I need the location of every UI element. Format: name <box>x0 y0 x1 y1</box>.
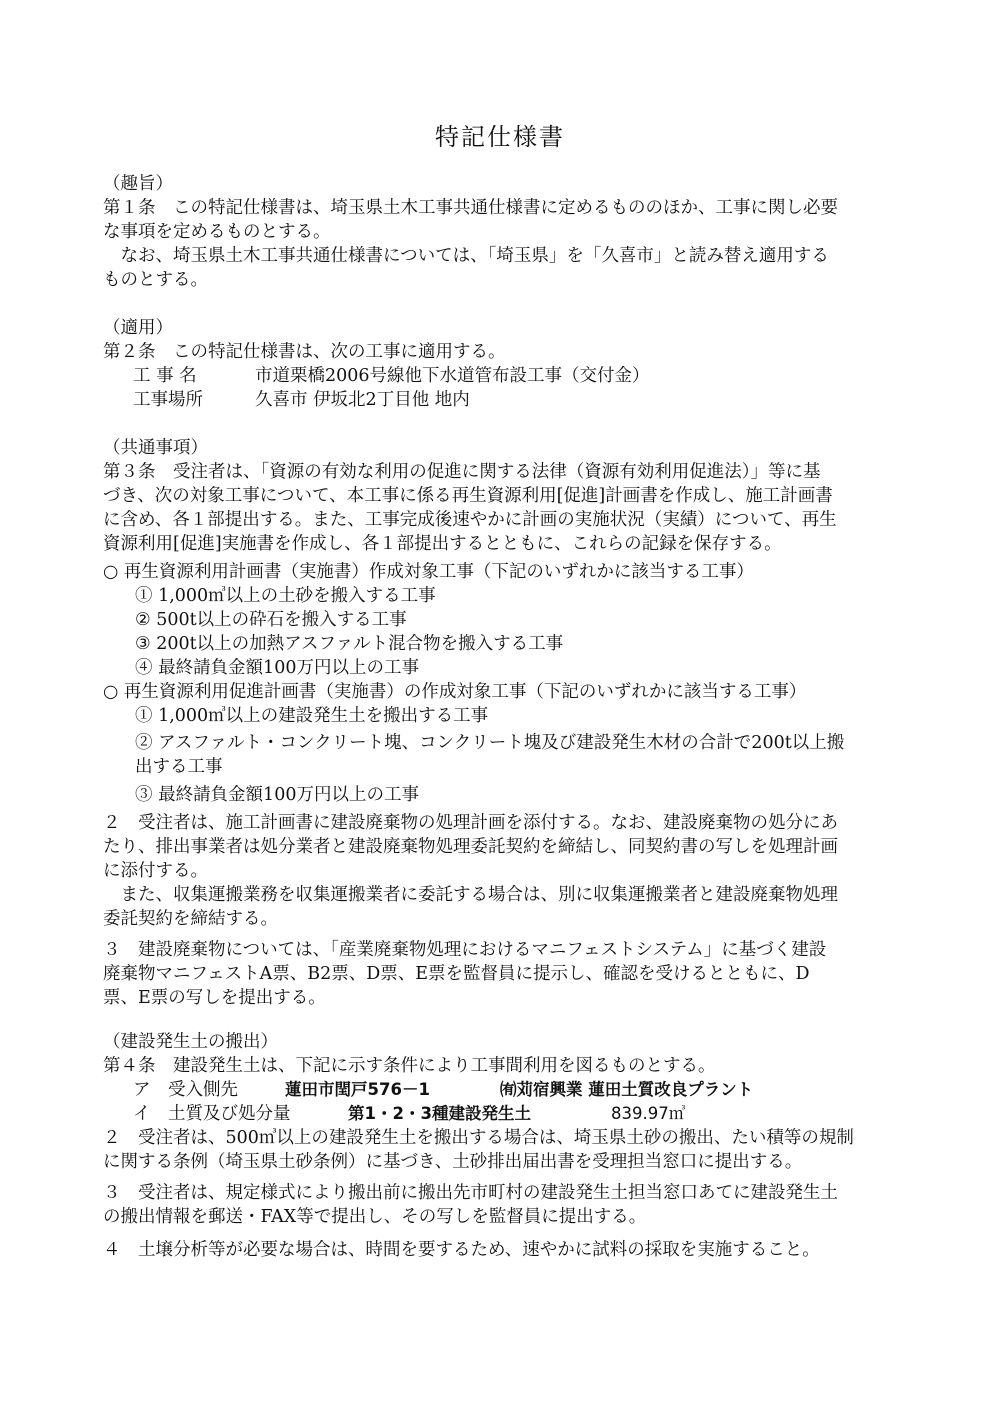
art2-heading: （適用） <box>103 318 173 338</box>
list-item: ④ 最終請負金額100万円以上の工事 <box>135 658 419 678</box>
art1-line: 第１条 この特記仕様書は、埼玉県土木工事共通仕様書に定めるもののほか、工事に関し必要 <box>103 198 838 218</box>
art4-para3-line: ３ 受注者は、規定様式により搬出前に搬出先市町村の建設発生土担当窓口あてに建設発生土 <box>103 1183 838 1203</box>
art3-para2-line: に添付する。 <box>103 861 208 881</box>
art3-para2-line: ２ 受注者は、施工計画書に建設廃棄物の処理計画を添付する。なお、建設廃棄物の処分にあ <box>103 813 838 833</box>
bullet-heading: ○ 再生資源利用計画書（実施書）作成対象工事（下記のいずれかに該当する工事） <box>103 562 754 582</box>
art4-para3-line: の搬出情報を郵送・FAX等で提出し、その写しを監督員に提出する。 <box>103 1207 647 1227</box>
art4-heading: （建設発生土の搬出） <box>103 1032 278 1052</box>
list-item: ② アスファルト・コンクリート塊、コンクリート塊及び建設発生木材の合計で200t以上搬 <box>135 733 845 753</box>
list-item: ① 1,000㎥以上の土砂を搬入する工事 <box>135 586 436 606</box>
receiver-address: 蓮田市閏戸576－1 <box>285 1080 430 1099</box>
list-item: ② 500t以上の砕石を搬入する工事 <box>135 610 407 630</box>
work-place-value: 久喜市 伊坂北2丁目他 地内 <box>255 390 470 410</box>
bullet-heading: ○ 再生資源利用促進計画書（実施書）の作成対象工事（下記のいずれかに該当する工事） <box>103 682 807 702</box>
soil-amount: 839.97㎥ <box>611 1104 686 1123</box>
receiver-label: ア 受入側先 <box>133 1080 238 1100</box>
art3-para2-line: また、収集運搬業務を収集運搬業者に委託する場合は、別に収集運搬業者と建設廃棄物処理 <box>103 885 838 905</box>
art3-para3-line: ３ 建設廃棄物については、「産業廃棄物処理におけるマニフェストシステム」に基づく建設 <box>103 940 827 960</box>
receiver-row <box>133 1078 933 1102</box>
art3-line: 資源利用[促進]実施書を作成し、各１部提出するとともに、これらの記録を保存する。 <box>103 534 782 554</box>
art4-para2-line: ２ 受注者は、500㎥以上の建設発生土を搬出する場合は、埼玉県土砂の搬出、たい積等の規制 <box>103 1128 854 1148</box>
art3-line: づき、次の対象工事について、本工事に係る再生資源利用[促進]計画書を作成し、施工計画書 <box>103 486 833 506</box>
receiver-company: ㈲苅宿興業 蓮田土質改良プラント <box>500 1080 754 1099</box>
art1-line: ものとする。 <box>103 270 208 290</box>
list-item: 出する工事 <box>135 757 223 777</box>
art1-heading: （趣旨） <box>103 174 173 194</box>
work-place-label: 工事場所 <box>133 390 203 410</box>
page-title: 特記仕様書 <box>435 123 565 151</box>
art3-para3-line: 票、E票の写しを提出する。 <box>103 988 326 1008</box>
art4-para2-line: に関する条例（埼玉県土砂条例）に基づき、土砂排出届出書を受理担当窓口に提出する。 <box>103 1152 803 1172</box>
art4-line: 第４条 建設発生土は、下記に示す条件により工事間利用を図るものとする。 <box>103 1056 716 1076</box>
art1-line: な事項を定めるものとする。 <box>103 222 331 242</box>
art2-line: 第２条 この特記仕様書は、次の工事に適用する。 <box>103 342 506 362</box>
soil-row <box>133 1102 933 1126</box>
list-item: ① 1,000㎥以上の建設発生土を搬出する工事 <box>135 706 489 726</box>
art3-para2-line: 委託契約を締結する。 <box>103 909 278 929</box>
art3-line: に含め、各１部提出する。また、工事完成後速やかに計画の実施状況（実績）について、再生 <box>103 510 837 530</box>
art3-para3-line: 廃棄物マニフェストA票、B2票、D票、E票を監督員に提示し、確認を受けるとともに、D <box>103 964 810 984</box>
list-item: ③ 200t以上の加熱アスファルト混合物を搬入する工事 <box>135 634 564 654</box>
soil-type: 第1・2・3種建設発生土 <box>348 1104 531 1123</box>
work-name-row <box>133 364 933 388</box>
work-name-value: 市道栗橋2006号線他下水道管布設工事（交付金） <box>255 366 650 386</box>
soil-label: イ 土質及び処分量 <box>133 1104 291 1124</box>
list-item: ③ 最終請負金額100万円以上の工事 <box>135 785 419 805</box>
art3-line: 第３条 受注者は、「資源の有効な利用の促進に関する法律（資源有効利用促進法）」等に基 <box>103 462 821 482</box>
work-name-label: 工 事 名 <box>133 366 197 386</box>
work-place-row <box>133 388 933 412</box>
art1-line: なお、埼玉県土木工事共通仕様書については、「埼玉県」を「久喜市」と読み替え適用する <box>103 246 829 266</box>
art3-para2-line: たり、排出事業者は処分業者と建設廃棄物処理委託契約を締結し、同契約書の写しを処理計画 <box>103 837 838 857</box>
art3-heading: （共通事項） <box>103 438 208 458</box>
art4-para4-line: ４ 土壌分析等が必要な場合は、時間を要するため、速やかに試料の採取を実施すること。 <box>103 1240 820 1260</box>
